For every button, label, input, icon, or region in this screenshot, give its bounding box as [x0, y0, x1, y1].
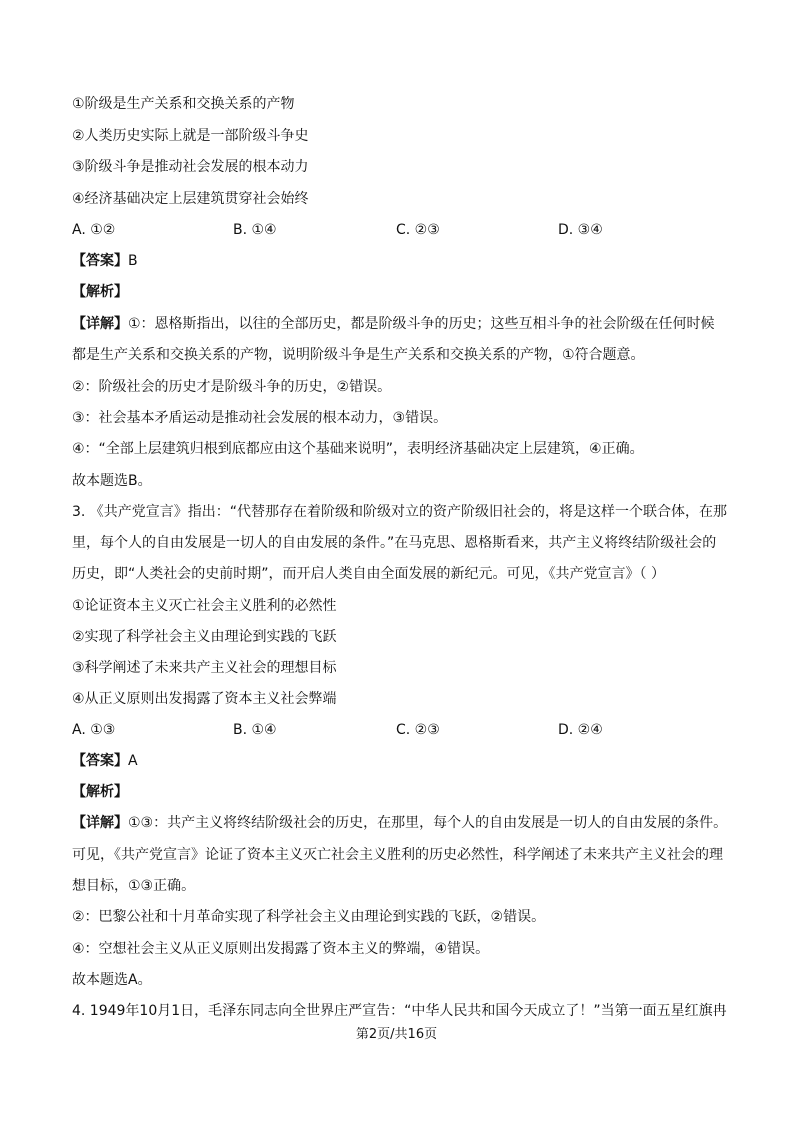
q3-detail-tag: 【详解】 [72, 815, 128, 831]
q2-conclusion: 故本题选B。 [72, 473, 152, 489]
q3-answer: A [128, 753, 138, 769]
q2-item-1: ①阶级是生产关系和交换关系的产物 [72, 96, 295, 112]
q4-stem-line-1: 4. 1949年10月1日，毛泽东同志向全世界庄严宣告：“中华人民共和国今天成立了！”当第一面五星红旗冉 [72, 1003, 727, 1019]
q3-item-1: ①论证资本主义灭亡社会主义胜利的必然性 [72, 598, 337, 614]
q3-option-b: B. ①④ [233, 722, 277, 738]
q3-analysis-tag: 【解析】 [72, 784, 128, 800]
q2-option-d: D. ③④ [558, 222, 603, 238]
page-footer: 第2页/共16页 [355, 1027, 438, 1042]
q3-answer-line [72, 751, 138, 771]
q3-option-d: D. ②④ [558, 722, 603, 738]
q3-stem-line-2: 里，每个人的自由发展是一切人的自由发展的条件。”在马克思、恩格斯看来，共产主义将终结阶级社会的 [72, 535, 717, 551]
q3-item-2: ②实现了科学社会主义由理论到实践的飞跃 [72, 629, 337, 645]
q2-answer: B [128, 253, 138, 269]
q3-option-c: C. ②③ [396, 722, 440, 738]
q2-detail-text-1: ①：恩格斯指出，以往的全部历史，都是阶级斗争的历史；这些互相斗争的社会阶级在任何时候 [128, 316, 715, 332]
q2-detail-tag: 【详解】 [72, 316, 128, 332]
q2-option-b: B. ①④ [233, 222, 277, 238]
q3-item-3: ③科学阐述了未来共产主义社会的理想目标 [72, 660, 337, 676]
q3-item-4: ④从正义原则出发揭露了资本主义社会弊端 [72, 691, 337, 707]
q2-item-4: ④经济基础决定上层建筑贯穿社会始终 [72, 191, 309, 207]
q2-answer-tag: 【答案】 [72, 253, 128, 269]
q2-item-3: ③阶级斗争是推动社会发展的根本动力 [72, 159, 309, 175]
q2-detail-line-1 [72, 314, 715, 334]
q2-analysis-tag: 【解析】 [72, 284, 128, 300]
q3-answer-tag: 【答案】 [72, 753, 128, 769]
q2-option-a: A. ①② [72, 222, 116, 238]
q2-detail-line-2: 都是生产关系和交换关系的产物，说明阶级斗争是生产关系和交换关系的产物，①符合题意。 [72, 347, 645, 363]
q3-detail-line-5: ④：空想社会主义从正义原则出发揭露了资本主义的弊端，④错误。 [72, 941, 490, 957]
q2-detail-line-3: ②：阶级社会的历史才是阶级斗争的历史，②错误。 [72, 379, 392, 395]
q3-option-a: A. ①③ [72, 722, 116, 738]
q3-detail-line-3: 想目标，①③正确。 [72, 878, 196, 894]
q2-detail-line-5: ④：“全部上层建筑归根到底都应由这个基础来说明”，表明经济基础决定上层建筑，④正确。 [72, 441, 644, 457]
q3-stem-line-3: 历史，即“人类社会的史前时期”，而开启人类自由全面发展的新纪元。可见，《共产党宣言》（ ） [72, 566, 665, 582]
q2-detail-line-4: ③：社会基本矛盾运动是推动社会发展的根本动力，③错误。 [72, 410, 448, 426]
q3-detail-line-4: ②：巴黎公社和十月革命实现了科学社会主义由理论到实践的飞跃，②错误。 [72, 909, 546, 925]
q2-item-2: ②人类历史实际上就是一部阶级斗争史 [72, 128, 309, 144]
q2-option-c: C. ②③ [396, 222, 440, 238]
q2-answer-line [72, 251, 138, 271]
q3-stem-line-1: 3. 《共产党宣言》指出：“代替那存在着阶级和阶级对立的资产阶级旧社会的，将是这样一个联合体，在那 [72, 504, 728, 520]
q3-detail-text-1: ①③：共产主义将终结阶级社会的历史，在那里，每个人的自由发展是一切人的自由发展的条件。 [128, 815, 728, 831]
q3-detail-line-1 [72, 813, 727, 833]
q3-conclusion: 故本题选A。 [72, 972, 152, 988]
q3-detail-line-2: 可见，《共产党宣言》论证了资本主义灭亡社会主义胜利的历史必然性，科学阐述了未来共产主义社会的理 [72, 847, 723, 863]
